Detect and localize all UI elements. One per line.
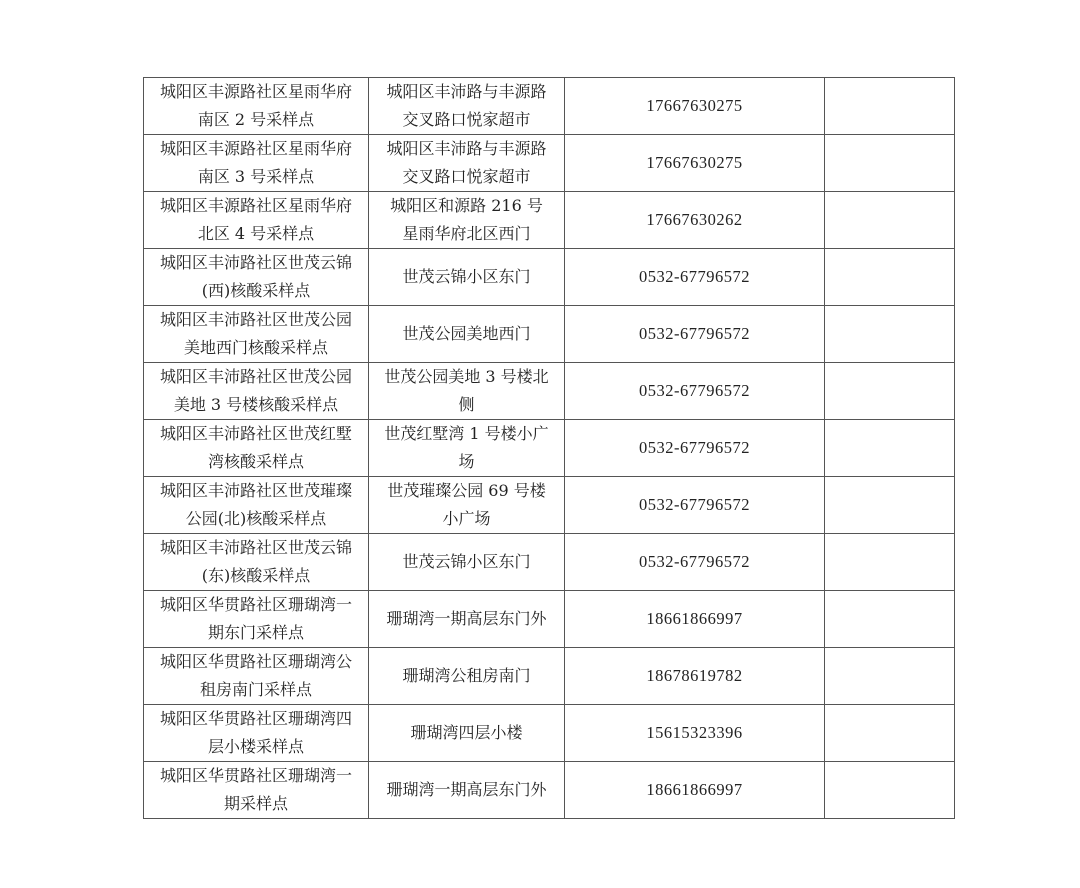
table-row bbox=[144, 477, 955, 534]
phone-cell: 18661866997 bbox=[565, 762, 825, 819]
note-cell bbox=[825, 306, 955, 363]
address-cell: 城阳区丰沛路与丰源路交叉路口悦家超市 bbox=[369, 135, 565, 192]
note-cell bbox=[825, 420, 955, 477]
phone-cell: 0532-67796572 bbox=[565, 477, 825, 534]
site-name-cell: 城阳区丰沛路社区世茂公园美地 3 号楼核酸采样点 bbox=[144, 363, 369, 420]
phone-cell: 0532-67796572 bbox=[565, 420, 825, 477]
address-cell: 世茂云锦小区东门 bbox=[369, 249, 565, 306]
address-cell: 珊瑚湾一期高层东门外 bbox=[369, 591, 565, 648]
address-cell: 世茂公园美地 3 号楼北侧 bbox=[369, 363, 565, 420]
sampling-site-table bbox=[143, 77, 955, 819]
site-name-cell: 城阳区华贯路社区珊瑚湾一期采样点 bbox=[144, 762, 369, 819]
table-row bbox=[144, 420, 955, 477]
table-row bbox=[144, 78, 955, 135]
table-row bbox=[144, 135, 955, 192]
site-name-cell: 城阳区丰源路社区星雨华府北区 4 号采样点 bbox=[144, 192, 369, 249]
phone-cell: 17667630275 bbox=[565, 135, 825, 192]
note-cell bbox=[825, 762, 955, 819]
table-row bbox=[144, 306, 955, 363]
address-cell: 珊瑚湾一期高层东门外 bbox=[369, 762, 565, 819]
phone-cell: 18661866997 bbox=[565, 591, 825, 648]
phone-cell: 0532-67796572 bbox=[565, 534, 825, 591]
address-cell: 城阳区和源路 216 号星雨华府北区西门 bbox=[369, 192, 565, 249]
address-cell: 城阳区丰沛路与丰源路交叉路口悦家超市 bbox=[369, 78, 565, 135]
sampling-site-table-container bbox=[143, 77, 955, 819]
note-cell bbox=[825, 534, 955, 591]
address-cell: 世茂璀璨公园 69 号楼小广场 bbox=[369, 477, 565, 534]
address-cell: 世茂云锦小区东门 bbox=[369, 534, 565, 591]
phone-cell: 17667630275 bbox=[565, 78, 825, 135]
site-name-cell: 城阳区丰源路社区星雨华府南区 2 号采样点 bbox=[144, 78, 369, 135]
table-row bbox=[144, 591, 955, 648]
note-cell bbox=[825, 192, 955, 249]
address-cell: 珊瑚湾四层小楼 bbox=[369, 705, 565, 762]
site-name-cell: 城阳区华贯路社区珊瑚湾四层小楼采样点 bbox=[144, 705, 369, 762]
note-cell bbox=[825, 78, 955, 135]
note-cell bbox=[825, 648, 955, 705]
note-cell bbox=[825, 135, 955, 192]
table-body bbox=[144, 78, 955, 819]
phone-cell: 18678619782 bbox=[565, 648, 825, 705]
site-name-cell: 城阳区丰沛路社区世茂云锦(东)核酸采样点 bbox=[144, 534, 369, 591]
site-name-cell: 城阳区华贯路社区珊瑚湾公租房南门采样点 bbox=[144, 648, 369, 705]
table-row bbox=[144, 363, 955, 420]
site-name-cell: 城阳区丰源路社区星雨华府南区 3 号采样点 bbox=[144, 135, 369, 192]
note-cell bbox=[825, 591, 955, 648]
site-name-cell: 城阳区丰沛路社区世茂公园美地西门核酸采样点 bbox=[144, 306, 369, 363]
site-name-cell: 城阳区华贯路社区珊瑚湾一期东门采样点 bbox=[144, 591, 369, 648]
table-row bbox=[144, 648, 955, 705]
site-name-cell: 城阳区丰沛路社区世茂红墅湾核酸采样点 bbox=[144, 420, 369, 477]
address-cell: 世茂公园美地西门 bbox=[369, 306, 565, 363]
phone-cell: 0532-67796572 bbox=[565, 249, 825, 306]
phone-cell: 15615323396 bbox=[565, 705, 825, 762]
address-cell: 珊瑚湾公租房南门 bbox=[369, 648, 565, 705]
table-row bbox=[144, 249, 955, 306]
phone-cell: 0532-67796572 bbox=[565, 306, 825, 363]
table-row bbox=[144, 705, 955, 762]
note-cell bbox=[825, 477, 955, 534]
phone-cell: 0532-67796572 bbox=[565, 363, 825, 420]
note-cell bbox=[825, 249, 955, 306]
site-name-cell: 城阳区丰沛路社区世茂璀璨公园(北)核酸采样点 bbox=[144, 477, 369, 534]
table-row bbox=[144, 192, 955, 249]
table-row bbox=[144, 534, 955, 591]
address-cell: 世茂红墅湾 1 号楼小广场 bbox=[369, 420, 565, 477]
phone-cell: 17667630262 bbox=[565, 192, 825, 249]
note-cell bbox=[825, 363, 955, 420]
note-cell bbox=[825, 705, 955, 762]
table-row bbox=[144, 762, 955, 819]
site-name-cell: 城阳区丰沛路社区世茂云锦(西)核酸采样点 bbox=[144, 249, 369, 306]
